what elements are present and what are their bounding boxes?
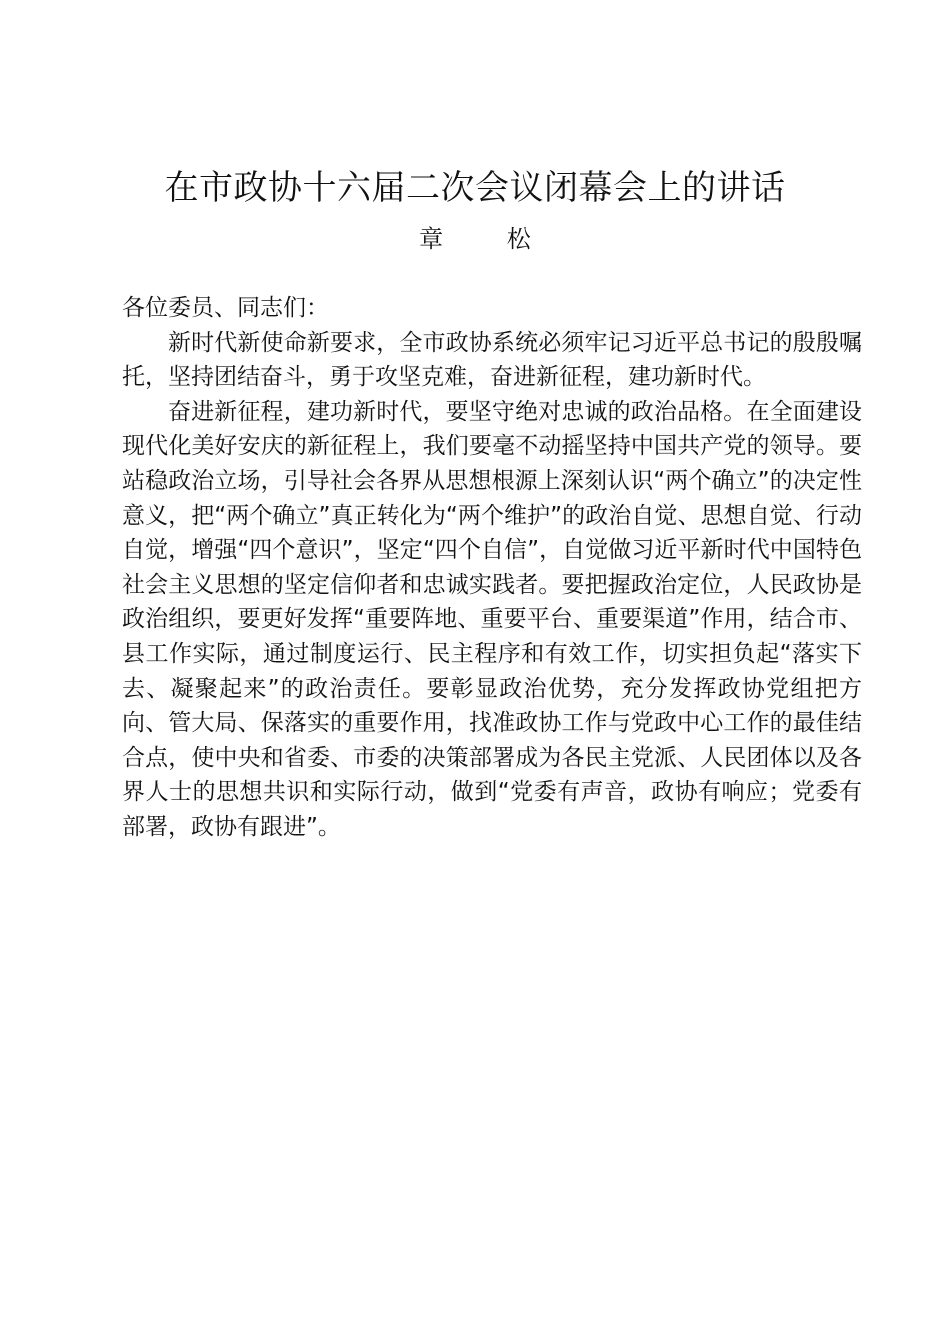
document-author: 章 松 [419,225,549,253]
document-body [122,291,862,845]
paragraph-2: 奋进新征程，建功新时代，要坚守绝对忠诚的政治品格。在全面建设现代化美好安庆的新征程上，我们要毫不动摇坚持中国共产党的领导。要站稳政治立场，引导社会各界从思想根源上深刻认识“两个确立”的决定性意义，把“两个确立”真正转化为“两个维护”的政治自觉、思想自觉、行动自觉，增强“四个意识”，坚定“四个自信”，自觉做习近平新时代中国特色社会主义思想的坚定信仰者和忠诚实践者。要把握政治定位，人民政协是政治组织，要更好发挥“重要阵地、重要平台、重要渠道”作用，结合市、县工作实际，通过制度运行、民主程序和有效工作，切实担负起“落实下去、凝聚起来”的政治责任。要彰显政治优势，充分发挥政协党组把方向、管大局、保落实的重要作用，找准政协工作与党政中心工作的最佳结合点，使中央和省委、市委的决策部署成为各民主党派、人民团体以及各界人士的思想共识和实际行动，做到“党委有声音，政协有响应；党委有部署，政协有跟进”。 [122,398,862,840]
salutation: 各位委员、同志们： [122,295,329,321]
paragraph-1: 新时代新使命新要求，全市政协系统必须牢记习近平总书记的殷殷嘱托，坚持团结奋斗，勇于攻坚克难，奋进新征程，建功新时代。 [122,329,862,391]
document-title: 在市政协十六届二次会议闭幕会上的讲话 [164,168,786,208]
